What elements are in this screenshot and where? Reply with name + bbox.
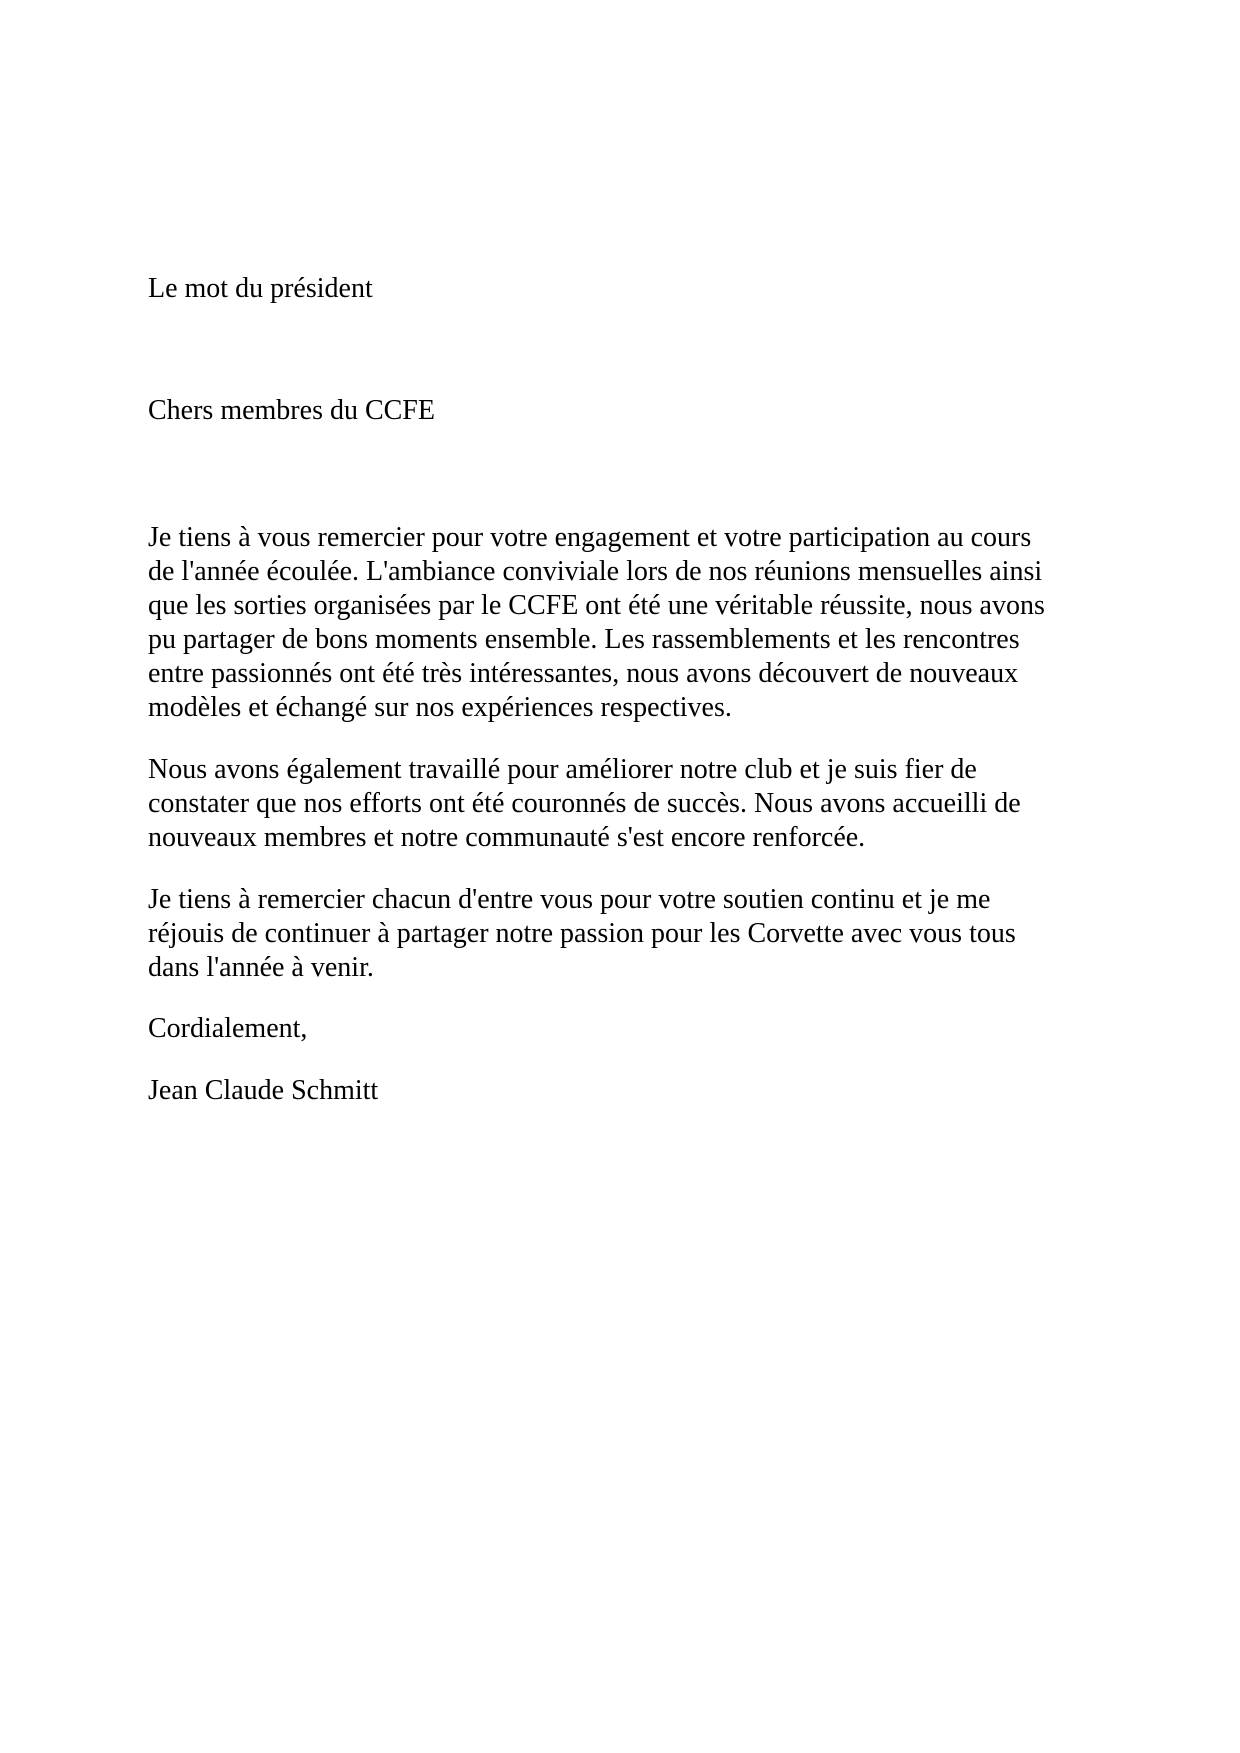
paragraph-line: dans l'année à venir. (148, 952, 374, 983)
paragraph-line: modèles et échangé sur nos expériences respectives. (148, 692, 732, 723)
letter-greeting: Chers membres du CCFE (148, 395, 435, 426)
paragraph-2 (148, 753, 1098, 855)
paragraph-line: nouveaux membres et notre communauté s'est encore renforcée. (148, 822, 866, 853)
paragraph-line: constater que nos efforts ont été couronnés de succès. Nous avons accueilli de (148, 788, 1021, 819)
letter-closing: Cordialement, (148, 1013, 308, 1044)
paragraph-line: réjouis de continuer à partager notre passion pour les Corvette avec vous tous (148, 918, 1016, 949)
letter-title: Le mot du président (148, 273, 373, 304)
letter-body (148, 521, 1098, 1013)
paragraph-3 (148, 883, 1098, 985)
paragraph-line: entre passionnés ont été très intéressantes, nous avons découvert de nouveaux (148, 658, 1019, 689)
letter-signature: Jean Claude Schmitt (148, 1075, 379, 1106)
paragraph-line: Je tiens à vous remercier pour votre engagement et votre participation au cours (148, 522, 1032, 553)
paragraph-line: pu partager de bons moments ensemble. Les rassemblements et les rencontres (148, 624, 1020, 655)
paragraph-line: Je tiens à remercier chacun d'entre vous pour votre soutien continu et je me (148, 884, 991, 915)
paragraph-line: de l'année écoulée. L'ambiance conviviale lors de nos réunions mensuelles ainsi (148, 556, 1043, 587)
paragraph-line: que les sorties organisées par le CCFE ont été une véritable réussite, nous avons (148, 590, 1045, 621)
paragraph-line: Nous avons également travaillé pour améliorer notre club et je suis fier de (148, 754, 977, 785)
paragraph-1 (148, 521, 1098, 725)
